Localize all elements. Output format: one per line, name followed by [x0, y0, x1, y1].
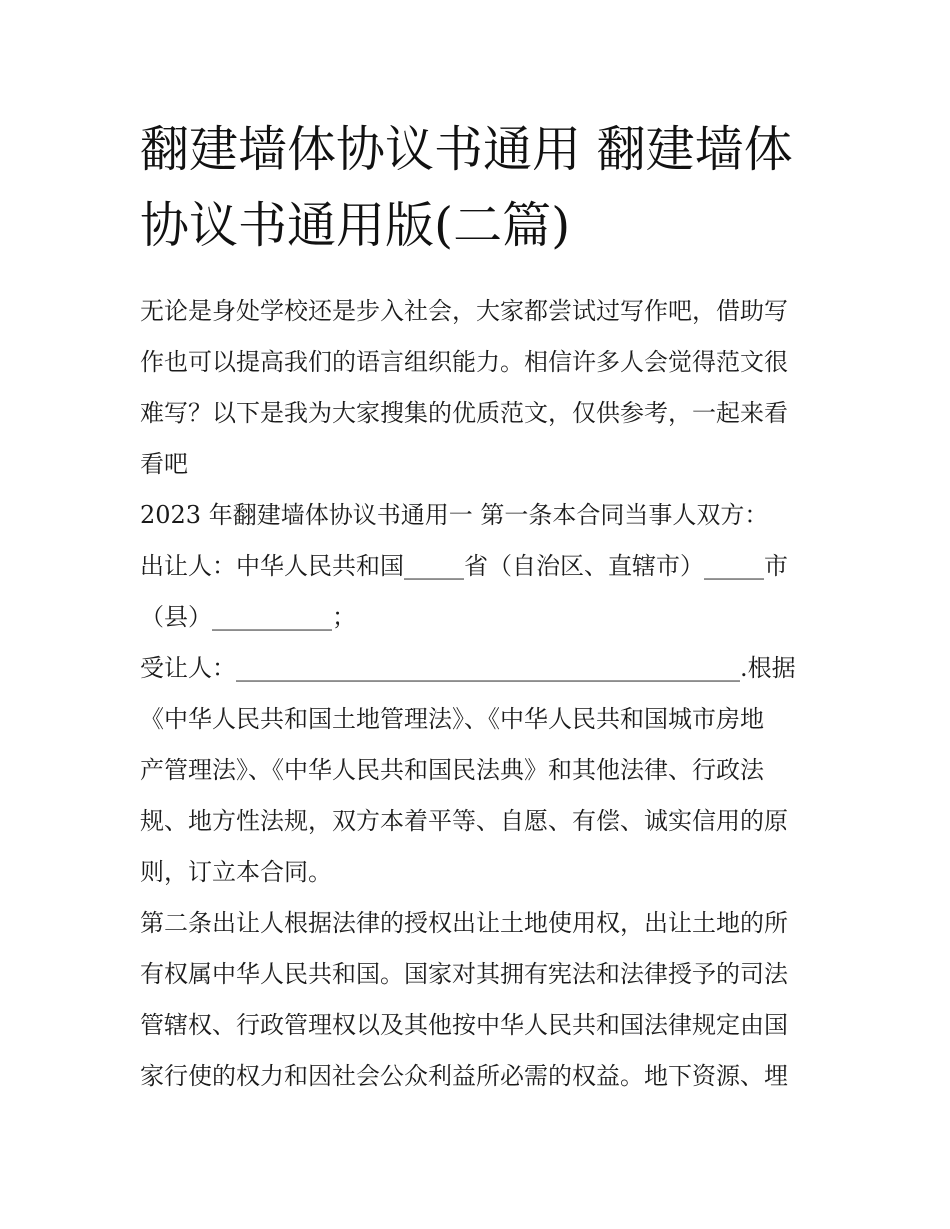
- text-line: 有权属中华人民共和国。国家对其拥有宪法和法律授予的司法: [140, 960, 788, 988]
- title-line: 翻建墙体协议书通用 翻建墙体: [140, 121, 793, 178]
- transferor-paragraph: [140, 541, 812, 643]
- text-line: 第二条出让人根据法律的授权出让土地使用权，出让土地的所: [140, 909, 788, 937]
- text-line: 受让人：__________________________________________.根据: [140, 654, 796, 682]
- document-body: [140, 286, 812, 1102]
- text-line: 难写？以下是我为大家搜集的优质范文，仅供参考，一起来看: [140, 399, 788, 427]
- text-line: 则，订立本合同。: [140, 858, 332, 886]
- text-line: 无论是身处学校还是步入社会，大家都尝试过写作吧，借助写: [140, 297, 788, 325]
- document-content: [140, 112, 812, 1102]
- transferee-paragraph: [140, 643, 812, 898]
- text-line: （县）__________；: [140, 603, 356, 631]
- text-line: 《中华人民共和国土地管理法》、《中华人民共和国城市房地: [140, 705, 764, 733]
- document-title: [140, 112, 812, 264]
- text-line: 看吧: [140, 450, 188, 478]
- text-line: 2023 年翻建墙体协议书通用一 第一条本合同当事人双方：: [140, 501, 769, 529]
- intro-paragraph: [140, 286, 812, 490]
- text-line: 管辖权、行政管理权以及其他按中华人民共和国法律规定由国: [140, 1011, 788, 1039]
- text-line: 出让人：中华人民共和国_____省（自治区、直辖市）_____市: [140, 552, 788, 580]
- text-line: 作也可以提高我们的语言组织能力。相信许多人会觉得范文很: [140, 348, 788, 376]
- title-line: 协议书通用版(二篇): [140, 197, 571, 254]
- text-line: 产管理法》、《中华人民共和国民法典》和其他法律、行政法: [140, 756, 764, 784]
- article-one-heading: [140, 490, 812, 541]
- text-line: 家行使的权力和因社会公众利益所必需的权益。地下资源、埋: [140, 1062, 788, 1090]
- article-two-paragraph: [140, 898, 812, 1102]
- text-line: 规、地方性法规，双方本着平等、自愿、有偿、诚实信用的原: [140, 807, 788, 835]
